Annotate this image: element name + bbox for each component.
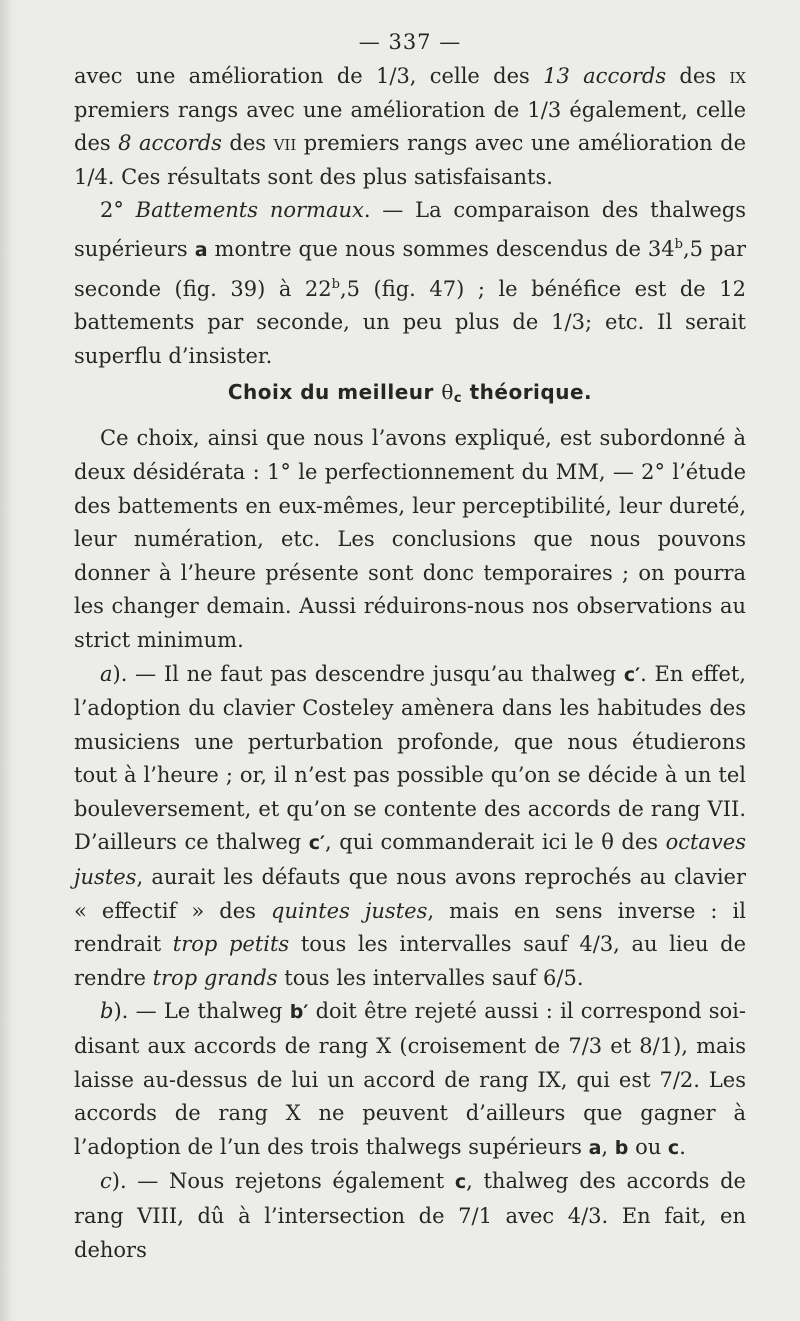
paragraph-4: a). — Il ne faut pas descendre jusqu’au thalweg c′. En effet, l’adoption du clavier Costeley amènera dans les habitudes des musiciens une perturbation profonde, que nous étudierons tout à l’heure ; or, il n’est pas possible qu’on se décide à un tel bouleversement, et qu’on se contente des accords de rang VII. D’ailleurs ce thalweg c′, qui commanderait ici le θ des octaves justes, aurait les défauts que nous avons reprochés au clavier « effectif » des quintes justes, mais en sens inverse : il rendrait trop petits tous les intervalles sauf 4/3, au lieu de rendre trop grands tous les intervalles sauf 6/5. xyxy=(74,661,747,990)
page-text-block xyxy=(74,26,746,1267)
section-heading: Choix du meilleur $\theta_c$ théorique. xyxy=(227,380,593,407)
page-number: — 337 — xyxy=(358,30,462,54)
paragraph-6: c). — Nous rejetons également c, thalweg des accords de rang VIII, dû à l’intersection de 7/1 avec 4/3. En fait, en dehors xyxy=(74,1169,746,1262)
paragraph-1: avec une amélioration de 1/3, celle des 13 accords des ix premiers rangs avec une amélioration de 1/3 également, celle des 8 accords des vii premiers rangs avec une amélioration de 1/4. Ces résultats sont des plus satisfaisants. xyxy=(74,64,746,189)
paragraph-2: 2° Battements normaux. — La comparaison des thalwegs supérieurs a montre que nous sommes descendus de 34$^b$,5 par seconde (fig. 39) à 22$^b$,5 (fig. 47) ; le bénéfice est de 12 battements par seconde, un peu plus de 1/3; etc. Il serait superflu d’insister. xyxy=(74,198,747,368)
paragraph-5: b). — Le thalweg b′ doit être rejeté aussi : il correspond soi-disant aux accords de rang X (croisement de 7/3 et 8/1), mais laisse au-dessus de lui un accord de rang IX, qui est 7/2. Les accords de rang X ne peuvent d’ailleurs que gagner à l’adoption de l’un des trois thalwegs supérieurs a, b ou c. xyxy=(74,999,746,1159)
paragraph-3: Ce choix, ainsi que nous l’avons expliqué, est subordonné à deux désidérata : 1° le perfectionnement du MM, — 2° l’étude des battements en eux-mêmes, leur perceptibilité, leur dureté, leur numération, etc. Les conclusions que nous pouvons donner à l’heure présente sont donc temporaires ; on pourra les changer demain. Aussi réduirons-nous nos observations au strict minimum. xyxy=(74,426,746,652)
page-edge-shadow xyxy=(0,0,14,1321)
